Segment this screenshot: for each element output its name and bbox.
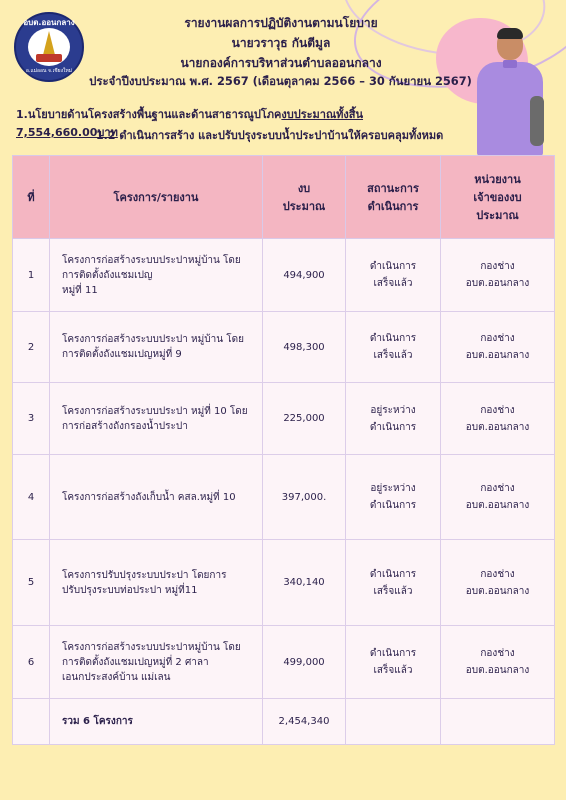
row-agency: กองช่าง อบต.ออนกลาง [441, 312, 555, 383]
row-number: 6 [13, 626, 50, 699]
row-project: โครงการปรับปรุงระบบประปา โดยการ ปรับปรุงระบบท่อประปา หมู่ที่11 [50, 540, 263, 626]
row-agency: กองช่าง อบต.ออนกลาง [441, 455, 555, 540]
row-number: 5 [13, 540, 50, 626]
policy-title: 1.นโยบายด้านโครงสร้างพื้นฐานและด้านสาธารณูปโภค [16, 108, 282, 121]
table-row [13, 455, 555, 540]
header-project: โครงการ/รายงาน [50, 156, 263, 239]
row-status: อยู่ระหว่าง ดำเนินการ [346, 383, 441, 455]
row-number: 2 [13, 312, 50, 383]
row-status: ดำเนินการ เสร็จแล้ว [346, 312, 441, 383]
report-title: รายงานผลการปฏิบัติงานตามนโยบาย [184, 16, 378, 30]
table-row [13, 239, 555, 312]
mayor-photo [470, 24, 550, 156]
row-budget: 340,140 [263, 540, 346, 626]
row-agency: กองช่าง อบต.ออนกลาง [441, 626, 555, 699]
table-header-row [13, 156, 555, 239]
row-number: 1 [13, 239, 50, 312]
total-value: 2,454,340 [263, 699, 346, 745]
policy-budget: งบประมาณทั้งสิ้น 7,554,660.00บาท [16, 108, 364, 139]
table-row [13, 626, 555, 699]
total-row [13, 699, 555, 745]
table-row [13, 540, 555, 626]
row-budget: 494,900 [263, 239, 346, 312]
project-table [12, 155, 555, 745]
row-project: โครงการก่อสร้างถังเก็บน้ำ คสล.หมู่ที่ 10 [50, 455, 263, 540]
row-number: 3 [13, 383, 50, 455]
total-label: รวม 6 โครงการ [50, 699, 263, 745]
row-agency: กองช่าง อบต.ออนกลาง [441, 540, 555, 626]
seal-bottom-text: อ.แม่ออน จ.เชียงใหม่ [25, 68, 73, 74]
row-budget: 499,000 [263, 626, 346, 699]
table-row [13, 383, 555, 455]
row-agency: กองช่าง อบต.ออนกลาง [441, 383, 555, 455]
row-project: โครงการก่อสร้างระบบประปา หมู่ที่ 10 โดย การก่อสร้างถังกรองน้ำประปา [50, 383, 263, 455]
header-budget: งบ ประมาณ [263, 156, 346, 239]
mayor-position: นายกองค์การบริหาส่วนตำบลออนกลาง [180, 56, 382, 70]
fiscal-year: ประจำปีงบประมาณ พ.ศ. 2567 (เดือนตุลาคม 2566 – 30 กันยายน 2567) [89, 74, 472, 88]
row-status: ดำเนินการ เสร็จแล้ว [346, 540, 441, 626]
row-budget: 498,300 [263, 312, 346, 383]
row-status: ดำเนินการ เสร็จแล้ว [346, 239, 441, 312]
row-budget: 397,000. [263, 455, 346, 540]
row-project: โครงการก่อสร้างระบบประปาหมู่บ้าน โดย การติดตั้งถังแชมเปญหมู่ที่ 2 ศาลา เอนกประสงค์บ้าน แม่เลน [50, 626, 263, 699]
header-agency: หน่วยงาน เจ้าของงบ ประมาณ [441, 156, 555, 239]
row-budget: 225,000 [263, 383, 346, 455]
row-status: ดำเนินการ เสร็จแล้ว [346, 626, 441, 699]
seal-top-text: อบต.ออนกลาง [23, 18, 75, 27]
table-row [13, 312, 555, 383]
header-no: ที่ [13, 156, 50, 239]
policy-subtitle: 1.2 ดำเนินการสร้าง และปรับปรุงระบบน้ำประปาบ้านให้ครอบคลุมทั้งหมด [96, 129, 444, 142]
organization-seal-logo [14, 12, 84, 82]
header-status: สถานะการ ดำเนินการ [346, 156, 441, 239]
row-project: โครงการก่อสร้างระบบประปาหมู่บ้าน โดย การติดตั้งถังแชมเปญ หมู่ที่ 11 [50, 239, 263, 312]
row-status: อยู่ระหว่าง ดำเนินการ [346, 455, 441, 540]
row-agency: กองช่าง อบต.ออนกลาง [441, 239, 555, 312]
row-project: โครงการก่อสร้างระบบประปา หมู่บ้าน โดย การติดตั้งถังแชมเปญหมู่ที่ 9 [50, 312, 263, 383]
mayor-name: นายวราวุธ กันตีมูล [231, 36, 331, 50]
row-number: 4 [13, 455, 50, 540]
